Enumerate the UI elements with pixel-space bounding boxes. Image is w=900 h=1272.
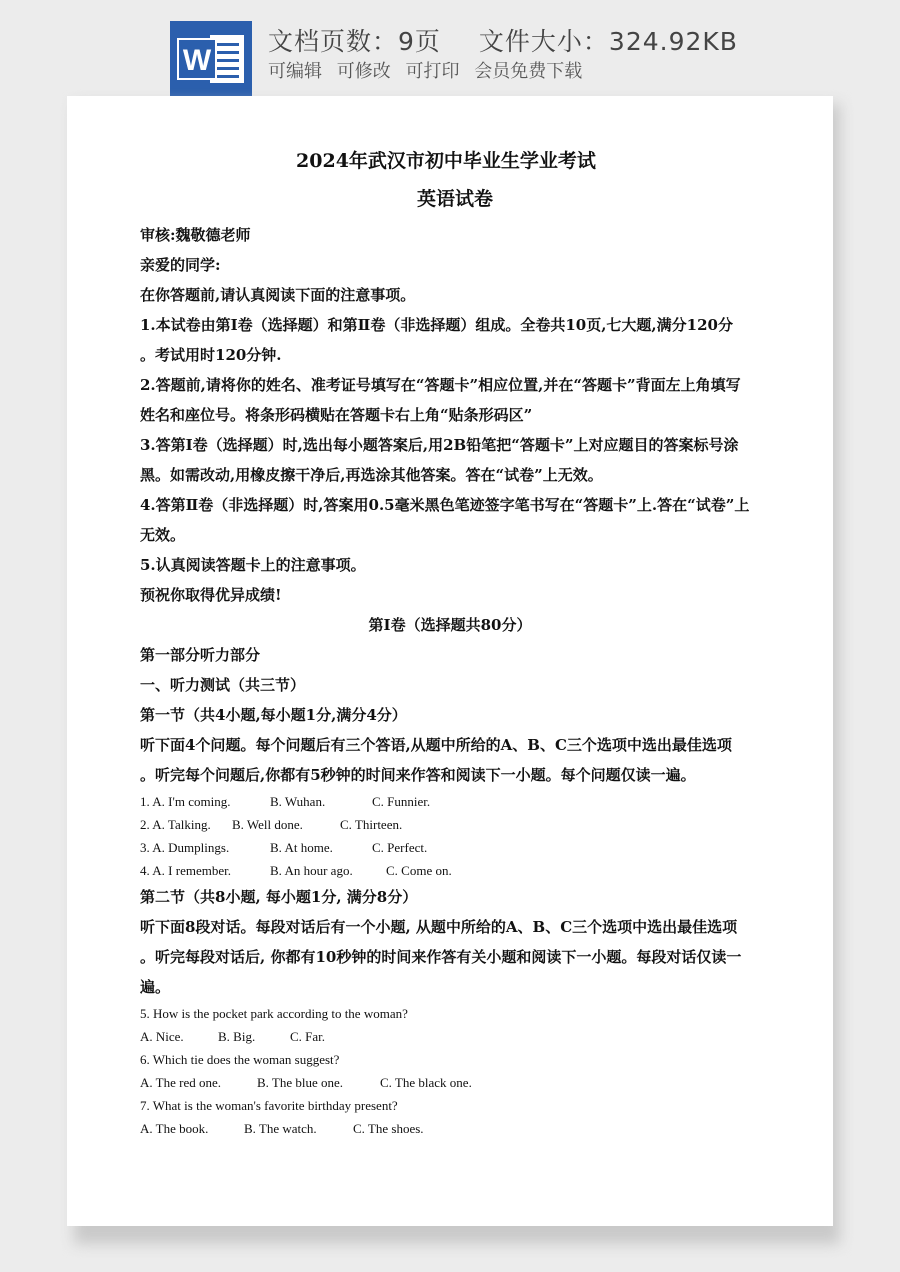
question-options (140, 813, 760, 836)
option-a: A. The red one. (140, 1075, 221, 1090)
question-options (140, 790, 760, 813)
option-b: B. The blue one. (257, 1075, 344, 1090)
exam-subtitle: 英语试卷 (416, 188, 493, 210)
note-line: 预祝你取得优异成绩! (140, 586, 282, 604)
section2-instruction: 听下面8段对话。每段对话后有一个小题, 从题中所给的A、B、C三个选项中选出最佳选项 (140, 918, 738, 936)
option-b: B. Wuhan. (270, 794, 326, 809)
option-c: C. The black one. (380, 1075, 472, 1090)
option-c: C. The shoes. (353, 1121, 424, 1136)
file-info (268, 22, 738, 58)
feature-printable: 可打印 (405, 61, 460, 82)
part-subheading: 一、听力测试（共三节） (140, 676, 306, 694)
greeting-line: 亲爱的同学: (140, 256, 221, 274)
option-b: B. The watch. (244, 1121, 317, 1136)
option-b: B. Well done. (232, 817, 303, 832)
reviewer-line: 审核:魏敬德老师 (140, 226, 251, 244)
note-line: 5.认真阅读答题卡上的注意事项。 (140, 556, 366, 574)
note-line: 1.本试卷由第Ⅰ卷（选择题）和第Ⅱ卷（非选择题）组成。全卷共10页,七大题,满分120分 (140, 316, 733, 334)
section2-heading: 第二节（共8小题, 每小题1分, 满分8分） (140, 888, 418, 906)
option-c: C. Thirteen. (340, 817, 403, 832)
option-c: C. Funnier. (372, 794, 431, 809)
download-banner (0, 0, 900, 96)
file-size: 文件大小：324.92KB (478, 27, 738, 56)
feature-member-download: 会员免费下载 (474, 61, 583, 82)
section2-instruction: 。听完每段对话后, 你都有10秒钟的时间来作答有关小题和阅读下一小题。每段对话仅读一 (140, 948, 742, 966)
option-c: C. Come on. (386, 863, 452, 878)
note-line: 姓名和座位号。将条形码横贴在答题卡右上角“贴条形码区” (140, 406, 533, 424)
option-a: 3. A. Dumplings. (140, 840, 230, 855)
question-options (140, 1117, 760, 1140)
question-text: 6. Which tie does the woman suggest? (140, 1052, 340, 1067)
option-c: C. Perfect. (372, 840, 428, 855)
question-text: 7. What is the woman's favorite birthday present? (140, 1098, 398, 1113)
question-options (140, 1025, 760, 1048)
option-a: 4. A. I remember. (140, 863, 231, 878)
option-a: A. The book. (140, 1121, 209, 1136)
option-a: 2. A. Talking. (140, 817, 211, 832)
feature-editable: 可编辑 (268, 61, 322, 82)
exam-title: 2024年武汉市初中毕业生学业考试 (296, 150, 596, 172)
option-b: B. An hour ago. (270, 863, 353, 878)
word-doc-icon (170, 21, 252, 96)
option-a: 1. A. I'm coming. (140, 794, 231, 809)
part-heading: 第一部分听力部分 (140, 646, 261, 664)
section1-heading: 第一节（共4小题,每小题1分,满分4分） (140, 706, 407, 724)
section1-instruction: 听下面4个问题。每个问题后有三个答语,从题中所给的A、B、C三个选项中选出最佳选项 (140, 736, 732, 754)
note-line: 3.答第Ⅰ卷（选择题）时,选出每小题答案后,用2B铅笔把“答题卡”上对应题目的答案标号涂 (140, 436, 739, 454)
feature-modifiable: 可修改 (336, 61, 391, 82)
option-c: C. Far. (290, 1029, 326, 1044)
intro-line: 在你答题前,请认真阅读下面的注意事项。 (140, 286, 416, 304)
note-line: 黑。如需改动,用橡皮擦干净后,再选涂其他答案。答在“试卷”上无效。 (140, 466, 603, 484)
question-options (140, 1071, 760, 1094)
question-options (140, 859, 760, 882)
note-line: 。考试用时120分钟. (140, 346, 282, 364)
option-b: B. Big. (218, 1029, 256, 1044)
question-options (140, 836, 760, 859)
section1-instruction: 。听完每个问题后,你都有5秒钟的时间来作答和阅读下一小题。每个问题仅读一遍。 (140, 766, 696, 784)
page-count: 文档页数：9页 (268, 27, 441, 56)
document-body (140, 144, 760, 1140)
note-line: 无效。 (140, 526, 186, 544)
option-a: A. Nice. (140, 1029, 184, 1044)
question-text: 5. How is the pocket park according to the woman? (140, 1006, 408, 1021)
note-line: 4.答第Ⅱ卷（非选择题）时,答案用0.5毫米黑色笔迹签字笔书写在“答题卡”上.答在“试卷”上 (140, 496, 750, 514)
section-title: 第Ⅰ卷（选择题共80分） (368, 616, 532, 634)
option-b: B. At home. (270, 840, 333, 855)
word-icon-letter: W (182, 44, 212, 77)
section2-instruction: 遍。 (140, 978, 171, 996)
feature-list (268, 57, 591, 83)
note-line: 2.答题前,请将你的姓名、准考证号填写在“答题卡”相应位置,并在“答题卡”背面左上角填写 (140, 376, 741, 394)
